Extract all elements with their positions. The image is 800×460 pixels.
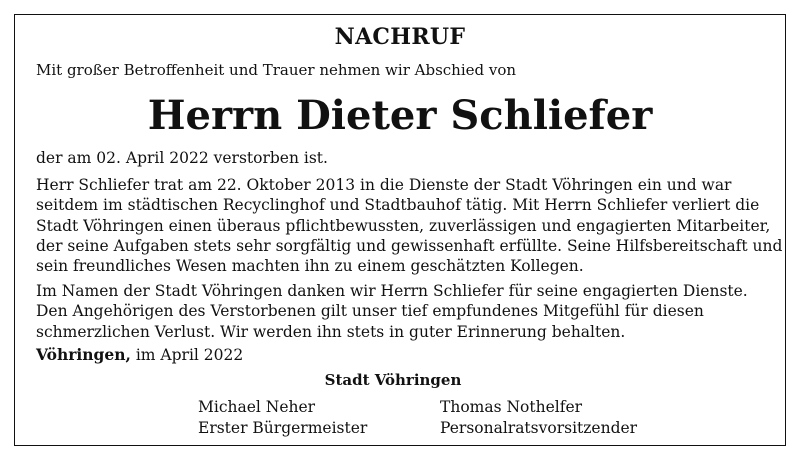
signer-role: Erster Bürgermeister <box>198 419 368 437</box>
organization-name: Stadt Vöhringen <box>324 371 462 389</box>
notice-heading: NACHRUF <box>334 24 466 50</box>
signer-name: Michael Neher <box>198 398 316 416</box>
tribute-paragraph <box>36 175 782 276</box>
signer-block <box>440 397 637 439</box>
paragraph-line: Herr Schliefer trat am 22. Oktober 2013 in die Dienste der Stadt Vöhringen ein und war <box>36 176 732 194</box>
place-and-date <box>36 345 243 365</box>
paragraph-line: Den Angehörigen des Verstorbenen gilt unser tief empfundenes Mitgefühl für diesen <box>36 302 704 321</box>
intro-text: Mit großer Betroffenheit und Trauer nehmen wir Abschied von <box>36 61 517 79</box>
paragraph-line: schmerzlichen Verlust. Wir werden ihn stets in guter Erinnerung behalten. <box>36 322 626 341</box>
condolence-paragraph <box>36 281 748 342</box>
paragraph-line: seitdem im städtischen Recyclinghof und Stadtbauhof tätig. Mit Herrn Schliefer verliert die <box>36 196 760 215</box>
date-label: im April 2022 <box>135 346 244 364</box>
paragraph-line: Stadt Vöhringen einen überaus pflichtbewussten, zuverlässigen und engagierten Mitarbeiter, <box>36 216 771 235</box>
deceased-name: Herrn Dieter Schliefer <box>147 92 653 139</box>
death-date-text: der am 02. April 2022 verstorben ist. <box>36 149 328 167</box>
paragraph-line: der seine Aufgaben stets sehr sorgfältig und gewissenhaft erfüllte. Seine Hilfsbereitschaft und <box>36 236 783 255</box>
signer-block <box>198 397 367 439</box>
signer-name: Thomas Nothelfer <box>440 398 583 416</box>
paragraph-line: Im Namen der Stadt Vöhringen danken wir Herrn Schliefer für seine engagierten Dienste. <box>36 282 748 300</box>
place-label: Vöhringen, <box>36 345 131 364</box>
paragraph-line: sein freundliches Wesen machten ihn zu einem geschätzten Kollegen. <box>36 257 584 276</box>
signer-role: Personalratsvorsitzender <box>440 419 638 437</box>
